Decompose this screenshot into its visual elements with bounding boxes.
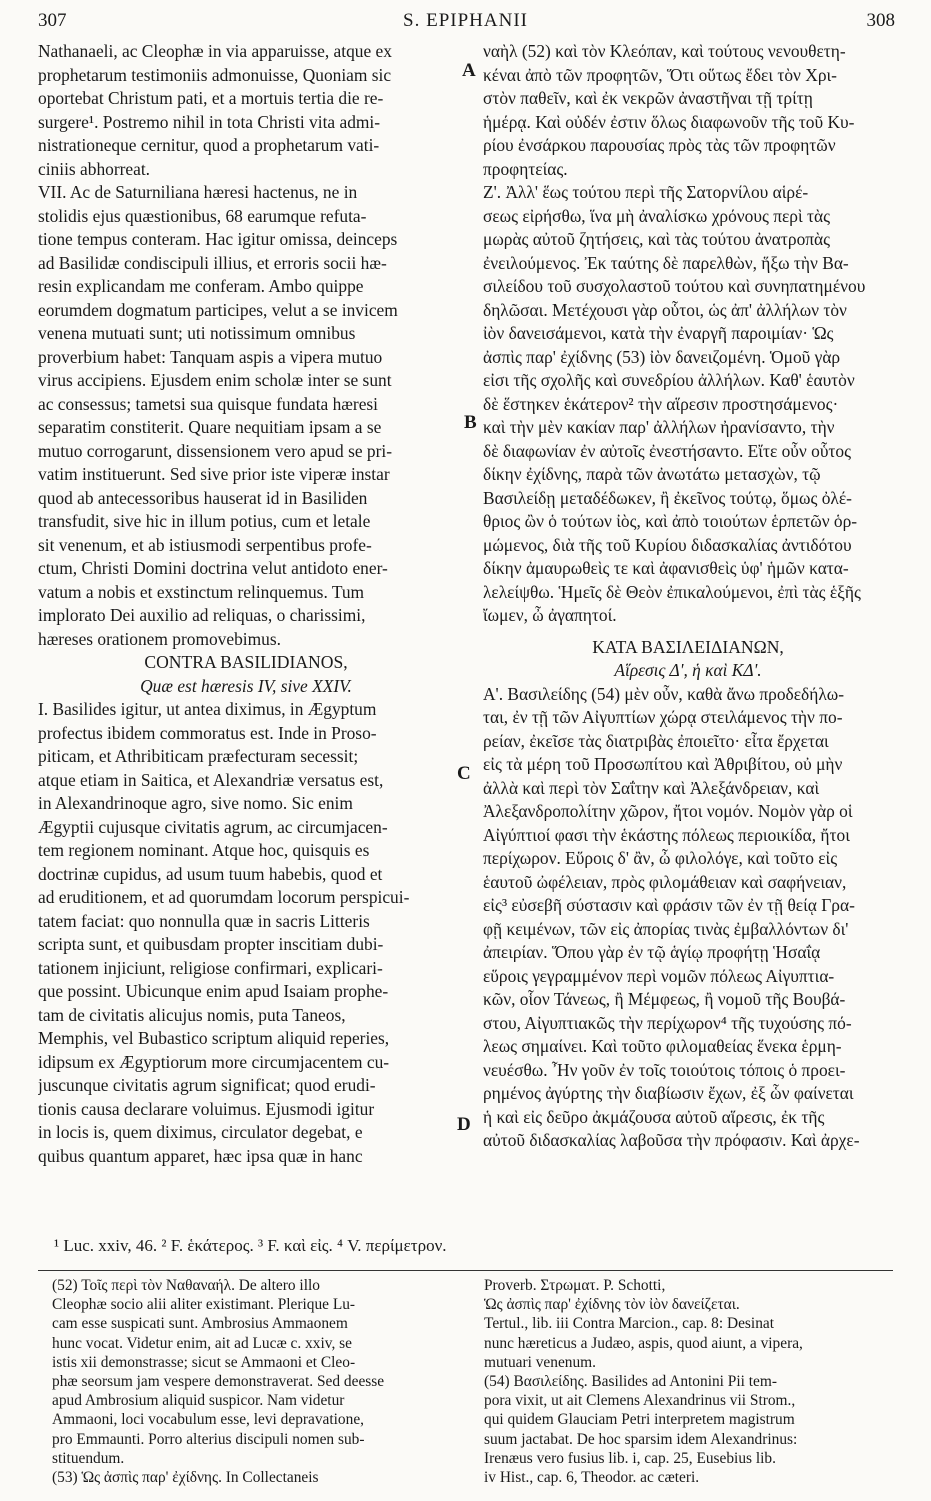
note-right-line: Irenæus vero fusius lib. i, cap. 25, Eusebius lib. [484,1449,776,1467]
latin-text-line: ciniis abhorreat. [38,158,151,179]
greek-text-line: Βασιλείδῃ μεταδέδωκεν, ἢ ἐκεῖνος τούτῳ, ὅμως ὀλέ- [483,487,852,508]
latin-text-line: tam de civitatis alicujus nomis, puta Taneos, [38,1004,346,1025]
note-left-line: Cleophæ socio alii aliter existimant. Plerique Lu- [52,1296,356,1314]
greek-text-line: ἡμέρᾳ. Καὶ οὐδέν ἐστιν ὅλως διαφωνοῦν τῆς τοῦ Κυ- [483,111,855,132]
greek-column [483,40,893,1153]
latin-text-line: I. Basilides igitur, ut antea diximus, in Ægyptum [38,699,377,719]
latin-text-line: virus accipiens. Ejusdem enim scholæ inter se sunt [38,370,392,390]
latin-text-line: tionis causa declarare voluimus. Ejusmodi igitur [38,1098,375,1119]
page-number-left: 307 [38,10,67,31]
note-right-line: mutuari venenum. [484,1353,596,1371]
latin-text-line: transfudit, sive hic in illum potius, cum et letale [38,511,371,531]
greek-text-line: εὕροις γεγραμμένον περὶ νομῶν πόλεως Αἰγυπτια- [483,965,835,986]
latin-text-line: ac consessus; tametsi sua quisque fundata hæresi [38,393,379,414]
latin-text-line: piticam, et Athribiticam præfecturam secessit; [38,746,359,766]
greek-text-line: εἰσι τῆς σχολῆς καὶ συνεδρίου ἀλλήλων. Καθ' ἑαυτὸν [483,370,855,390]
page-number-right: 308 [866,10,895,31]
note-right-line: suum jactabat. De hoc sparsim idem Alexandrinus: [484,1430,798,1448]
latin-text-line: resin explicandam me conferam. Ambo quippe [38,276,364,296]
margin-marker-c: C [457,763,471,784]
greek-text-line: ρημένος ἀγύρτης τὴν διαβίωσιν ἔχων, ἐξ ὧν φαίνεται [483,1083,854,1103]
note-left-line: stituendum. [52,1449,125,1467]
latin-text-line: profectus ibidem commoratus est. Inde in Proso- [38,722,377,743]
greek-text-line: προφητείας. [483,158,568,179]
margin-marker-d: D [457,1114,471,1135]
note-left-line: pro Emmaunti. Porro alterius discipuli nomen sub- [52,1430,365,1448]
latin-text-line: CONTRA BASILIDIANOS, [144,652,348,672]
latin-text-line: Quæ est hæresis IV, sive XXIV. [140,675,352,696]
greek-text-line: περίχωρον. Εὕροις δ' ἂν, ὦ φιλολόγε, καὶ τοῦτο εἰς [483,848,838,868]
greek-text-line: ΚΑΤΑ ΒΑΣΙΛΕΙΔΙΑΝΩΝ, [592,636,784,657]
latin-text-line: prophetarum testimoniis admonuisse, Quoniam sic [38,64,392,85]
margin-marker-a: A [462,60,476,81]
latin-text-line: VII. Ac de Saturniliana hæresi hactenus, ne in [38,182,358,202]
margin-marker-b: B [464,412,477,433]
page-title: S. EPIPHANII [403,10,528,31]
note-right-line: pora vixit, ut ait Clemens Alexandrinus vii Strom., [484,1392,796,1410]
latin-text-line: proverbium habet: Tanquam aspis a vipera mutuo [38,346,383,367]
latin-text-line: ad eruditionem, et ad quorumdam locorum perspicui- [38,887,410,907]
note-left-line: (52) Τοῖς περὶ τὸν Ναθαναήλ. De altero illo [52,1277,320,1294]
greek-text-line: Ζ'. Ἀλλ' ἕως τούτου περὶ τῆς Σατορνίλου αἱρέ- [483,182,809,202]
greek-text-line [483,628,893,636]
greek-text-line: σεως εἰρήσθω, ἵνα μὴ ἀναλίσκω χρόνους περὶ τὰς [483,205,830,226]
latin-text-line: doctrinæ cupidus, ad usum tuum habebis, quod et [38,863,383,884]
notes-left-column [52,1276,470,1487]
latin-text-line: implorato Dei auxilio ad reliquas, o charissimi, [38,605,366,625]
note-right-line: iv Hist., cap. 6, Theodor. ac cæteri. [484,1468,700,1486]
latin-text-line: scripta sunt, et quibusdam propter inscitiam dubi- [38,934,384,954]
running-header [0,10,931,36]
greek-text-line: στὸν παθεῖν, καὶ ἐκ νεκρῶν ἀναστῆναι τῇ τρίτῃ [483,88,813,108]
greek-text-line: ναὴλ (52) καὶ τὸν Κλεόπαν, καὶ τούτους νενουθετη- [483,41,846,61]
greek-text-line: θριος ὢν ὁ τούτων ἰὸς, καὶ ἀπὸ τοιούτων ἑρπετῶν ὁρ- [483,511,858,531]
latin-text-line: quibus quantum apparet, hæc ipsa quæ in hanc [38,1145,363,1166]
latin-text-line: idipsum ex Ægyptiorum more circumjacentem cu- [38,1051,390,1072]
greek-text-line: κέναι ἀπὸ τῶν προφητῶν, Ὅτι οὕτως ἔδει τὸν Χρι- [483,64,837,85]
latin-text-line: surgere¹. Postremo nihil in tota Christi vita admi- [38,111,381,132]
latin-column [38,40,454,1168]
greek-text-line: αὐτοῦ διδασκαλίας λαβοῦσα τὴν πρόφασιν. Καὶ ἀρχε- [483,1130,860,1150]
greek-text-line: μώμενος, διὰ τῆς τοῦ Κυρίου διδασκαλίας ἀντιδότου [483,534,852,555]
latin-text-line: in Alexandrinoque agro, sive nomo. Sic enim [38,793,353,813]
latin-text-line: que possint. Ubicunque enim apud Isaiam prophe- [38,981,389,1001]
latin-text-line: tione tempus conteram. Hac igitur omissa, deinceps [38,229,398,249]
latin-text-line: Ægyptii cujusque civitatis agrum, ac circumjacen- [38,816,388,837]
latin-text-line: tatem faciat: quo nonnulla quæ in sacris Litteris [38,910,370,931]
latin-text-line: vatum a nobis et exstinctum relinquemus. Tum [38,581,365,602]
note-left-line: Ammaoni, loci vocabulum esse, levi depravatione, [52,1411,364,1429]
greek-text-line: δὲ ἕστηκεν ἑκάτερον² τὴν αἵρεσιν προστησάμενος· [483,393,839,414]
latin-text-line: quod ab antecessoribus hauserat id in Basiliden [38,487,368,508]
latin-text-line: ctum, Christi Domini doctrina velut antidoto ener- [38,558,388,578]
greek-text-line: ἰὸν δανεισάμενοι, κατὰ τὴν ἐναργῆ παροιμίαν· Ὡς [483,323,834,343]
greek-text-line: ἀλλὰ καὶ περὶ τὸν Σαΐτην καὶ Ἀλεξάνδρειαν, καὶ [483,777,820,798]
greek-text-line: ἑαυτοῦ ὠφέλειαν, πρὸς φιλομάθειαν καὶ σαφήνειαν, [483,871,847,892]
greek-text-line: ται, ἐν τῇ τῶν Αἰγυπτίων χώρᾳ στειλάμενος τὴν πο- [483,707,843,727]
greek-text-line: ἴωμεν, ὦ ἀγαπητοί. [483,605,617,625]
note-left-line: istis xii demonstrasse; sicut se Ammaoni et Cleo- [52,1353,356,1371]
note-left-line: hunc vocat. Videtur enim, ait ad Lucæ c. xxiv, se [52,1334,352,1352]
greek-text-line: στου, Αἰγυπτιακῶς τὴν περίχωρον⁴ τῆς τυχούσης πό- [483,1012,852,1033]
greek-text-line: καὶ τὴν μὲν κακίαν παρ' ἀλλήλων ἠρανίσαντο, τὴν [483,417,835,437]
notes-right-column [484,1276,894,1487]
greek-text-line: λεως σημαίνει. Καὶ τοῦτο φιλομαθείας ἕνεκα ἑρμη- [483,1036,842,1056]
greek-text-line: δίκην ἐχίδνης, παρὰ τῶν ἀνωτάτω μετασχὼν, τῷ [483,464,821,484]
latin-text-line: venena mutuati sunt; uti notissimum omnibus [38,323,356,343]
greek-text-line: Αἵρεσις Δ', ἡ καὶ ΚΔ'. [614,660,762,680]
note-right-line: (54) Βασιλείδης. Basilides ad Antonini Pii tem- [484,1372,777,1390]
note-right-line: Tertul., lib. iii Contra Marcion., cap. 8: Desinat [484,1315,774,1333]
latin-text-line: eorumdem dogmatum participes, velut a se invicem [38,299,398,320]
greek-text-line: Αἰγύπτιοί φασι τὴν ἑκάστης πόλεως περιοικίδα, ἤτοι [483,824,850,845]
greek-text-line: νευέσθω. Ἦν γοῦν ἐν τοῖς τοιούτοις τόποις ὁ προει- [483,1059,846,1080]
latin-text-line: vatim instituerunt. Sed sive prior iste viperæ instar [38,464,390,484]
note-left-line: phæ seorsum jam vespere demonstraverat. Sed deesse [52,1372,385,1390]
latin-text-line: tationem injiciunt, religiose confirmari, explicari- [38,957,383,978]
footnote-line: ¹ Luc. xxiv, 46. ² F. ἑκάτερος. ³ F. καὶ εἰς. ⁴ V. περίμετρον. [54,1236,447,1255]
greek-text-line: σιλείδου τοῦ συσχολαστοῦ τούτου καὶ συνηπατημένου [483,276,866,296]
greek-text-line: δηλῶσαι. Μετέχουσι γὰρ οὗτοι, ὡς ἀπ' ἀλλήλων τὸν [483,299,847,320]
greek-text-line: ρείαν, ἐκεῖσε τὰς διατριβὰς ἐποιεῖτο· εἶτα ἔρχεται [483,730,829,751]
note-right-line: Proverb. Στρωματ. P. Schotti, [484,1277,666,1294]
latin-text-line: hæreses orationem promovebimus. [38,628,281,649]
greek-text-line: ἡ καὶ εἰς δεῦρο ἀκμάζουσα αὐτοῦ αἵρεσις, ἐκ τῆς [483,1106,825,1127]
greek-text-line: ἀπειρίαν. Ὅπου γὰρ ἐν τῷ ἁγίῳ προφήτῃ Ἡσαΐᾳ [483,942,821,962]
greek-text-line: Ἀλεξανδροπολίτην χῶρον, ἤτοι νομόν. Νομὸν γὰρ οἱ [483,801,853,821]
latin-text-line: separatim constiterit. Quare nequitiam ipsam a se [38,417,382,437]
latin-text-line: juscunque civitatis agrum significat; quod erudi- [38,1075,376,1095]
latin-text-line: atque etiam in Saiticа, et Alexandriæ versatus est, [38,769,384,790]
latin-text-line: Nathanaeli, ac Cleophæ in via apparuisse, atque ex [38,41,392,61]
latin-text-line: sit venenum, et ab istiusmodi serpentibus profe- [38,534,372,555]
note-left-line: cam esse suspicati sunt. Ambrosius Ammaonem [52,1315,348,1333]
latin-text-line: nistrationeque cernitur, quod a prophetarum vati- [38,135,380,155]
note-left-line: (53) Ὡς ἀσπὶς παρ' ἐχίδνης. In Collectaneis [52,1468,319,1486]
greek-text-line: Α'. Βασιλείδης (54) μὲν οὖν, καθὰ ἄνω προδεδήλω- [483,683,844,704]
note-right-line: nunc hæreticus a Judæo, aspis, quod aiunt, a vipera, [484,1334,803,1352]
note-right-line: Ὡς ἀσπὶς παρ' ἐχίδνης τὸν ἰὸν δανείζεται. [484,1296,740,1314]
greek-text-line: μωρὰς αὐτοῦ ζητήσεις, καὶ τὰς τούτου ἀνατροπὰς [483,229,831,249]
latin-text-line: tem regionem nominant. Atque hoc, quisquis es [38,840,370,860]
greek-text-line: ἐνειλούμενος. Ἐκ ταύτης δὲ παρελθὼν, ἥξω τὴν Βα- [483,252,849,273]
latin-text-line: mutuo corrogarunt, dissensionem vero apud se pri- [38,440,393,461]
footnote-rule [38,1270,893,1271]
greek-text-line: δὲ διαφωνίαν ἐν αὐτοῖς ἐνεστήσαντο. Εἴτε οὖν οὗτος [483,440,851,461]
greek-text-line: ἀσπὶς παρ' ἐχίδνης (53) ἰὸν δανειζομένη. Ὁμοῦ γὰρ [483,346,841,367]
greek-text-line: εἰς³ εὐσεβῆ σύστασιν καὶ φράσιν τῶν ἐν τῇ θείᾳ Γρα- [483,895,855,915]
greek-text-line: κῶν, οἷον Τάνεως, ἢ Μέμφεως, ἢ νομοῦ τῆς Βουβά- [483,989,846,1009]
note-left-line: apud Ambrosium aliquid suspicor. Nam videtur [52,1392,345,1410]
latin-text-line: stolidis ejus quæstionibus, 68 earumque refuta- [38,205,367,226]
greek-text-line: ρίου ἐνσάρκου παρουσίας πρὸς τὰς τῶν προφητῶν [483,135,836,155]
latin-text-line: oportebat Christum pati, et a mortuis tertia die re- [38,88,384,108]
greek-text-line: εἰς τὰ μέρη τοῦ Προσωπίτου καὶ Ἀθριβίτου, οὐ μὴν [483,754,843,774]
note-right-line: qui quidem Glauciam Petri interpretem magistrum [484,1411,795,1429]
greek-text-line: φῇ κειμένων, τῶν εἰς ἀπορίας τινὰς ἐμβαλλόντων δι' [483,918,849,939]
latin-text-line: in locis is, quem diximus, circulator degebat, e [38,1122,363,1142]
latin-text-line: ad Basilidæ condiscipuli illius, et erroris socii hæ- [38,252,387,273]
latin-text-line: Memphis, vel Bubastico scriptum aliquid reperies, [38,1028,390,1048]
greek-text-line: λελείψθω. Ἡμεῖς δὲ Θεὸν ἐπικαλούμενοι, ἐπὶ τὰς ἑξῆς [483,581,861,602]
greek-text-line: δίκην ἀμαυρωθεὶς τε καὶ ἀφανισθεὶς ὑφ' ἡμῶν κατα- [483,558,849,578]
